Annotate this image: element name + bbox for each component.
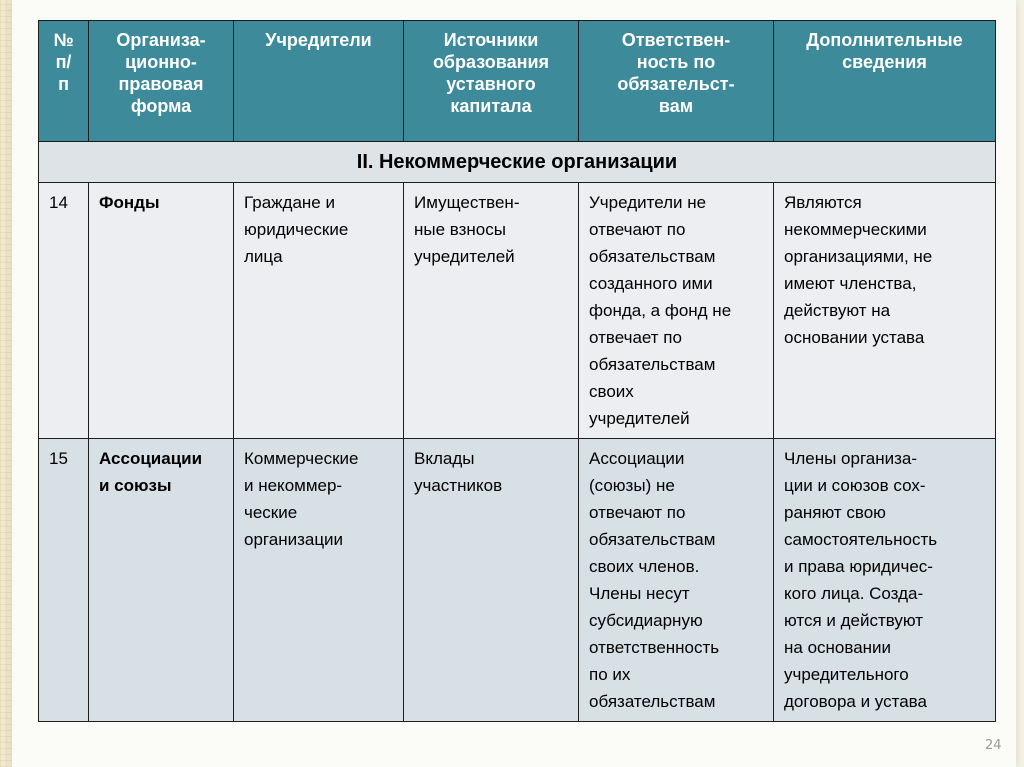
table-row bbox=[39, 183, 996, 439]
table-row bbox=[39, 439, 996, 722]
table-header-row bbox=[39, 21, 996, 142]
row-legal-form: Фонды bbox=[89, 183, 234, 439]
header-capital-sources: Источники образования уставного капитала bbox=[404, 21, 579, 142]
section-title: II. Некоммерческие организации bbox=[39, 142, 996, 183]
section-row bbox=[39, 142, 996, 183]
page-number: 24 bbox=[985, 738, 1002, 753]
row-legal-form: Ассоциации и союзы bbox=[89, 439, 234, 722]
header-additional-info: Дополнительные сведения bbox=[774, 21, 996, 142]
row-capital-sources: Имуществен- ные взносы учредителей bbox=[404, 183, 579, 439]
row-capital-sources: Вклады участников bbox=[404, 439, 579, 722]
row-founders: Коммерческие и некоммер- ческие организации bbox=[234, 439, 404, 722]
row-number: 15 bbox=[39, 439, 89, 722]
row-liability: Ассоциации (союзы) не отвечают по обязательствам своих членов. Члены несут субсидиарную ответственность по их обязательствам bbox=[579, 439, 774, 722]
header-number: № п/ п bbox=[39, 21, 89, 142]
organizations-table bbox=[38, 20, 996, 722]
header-legal-form: Организа- ционно- правовая форма bbox=[89, 21, 234, 142]
row-number: 14 bbox=[39, 183, 89, 439]
row-founders: Граждане и юридические лица bbox=[234, 183, 404, 439]
header-founders: Учредители bbox=[234, 21, 404, 142]
row-additional-info: Являются некоммерческими организациями, не имеют членства, действуют на основании устава bbox=[774, 183, 996, 439]
row-liability: Учредители не отвечают по обязательствам созданного ими фонда, а фонд не отвечает по обязательствам своих учредителей bbox=[579, 183, 774, 439]
header-liability: Ответствен- ность по обязательст- вам bbox=[579, 21, 774, 142]
row-additional-info: Члены организа- ции и союзов сох- раняют свою самостоятельность и права юридичес- кого лица. Созда- ются и действуют на основании учредительного договора и устава bbox=[774, 439, 996, 722]
